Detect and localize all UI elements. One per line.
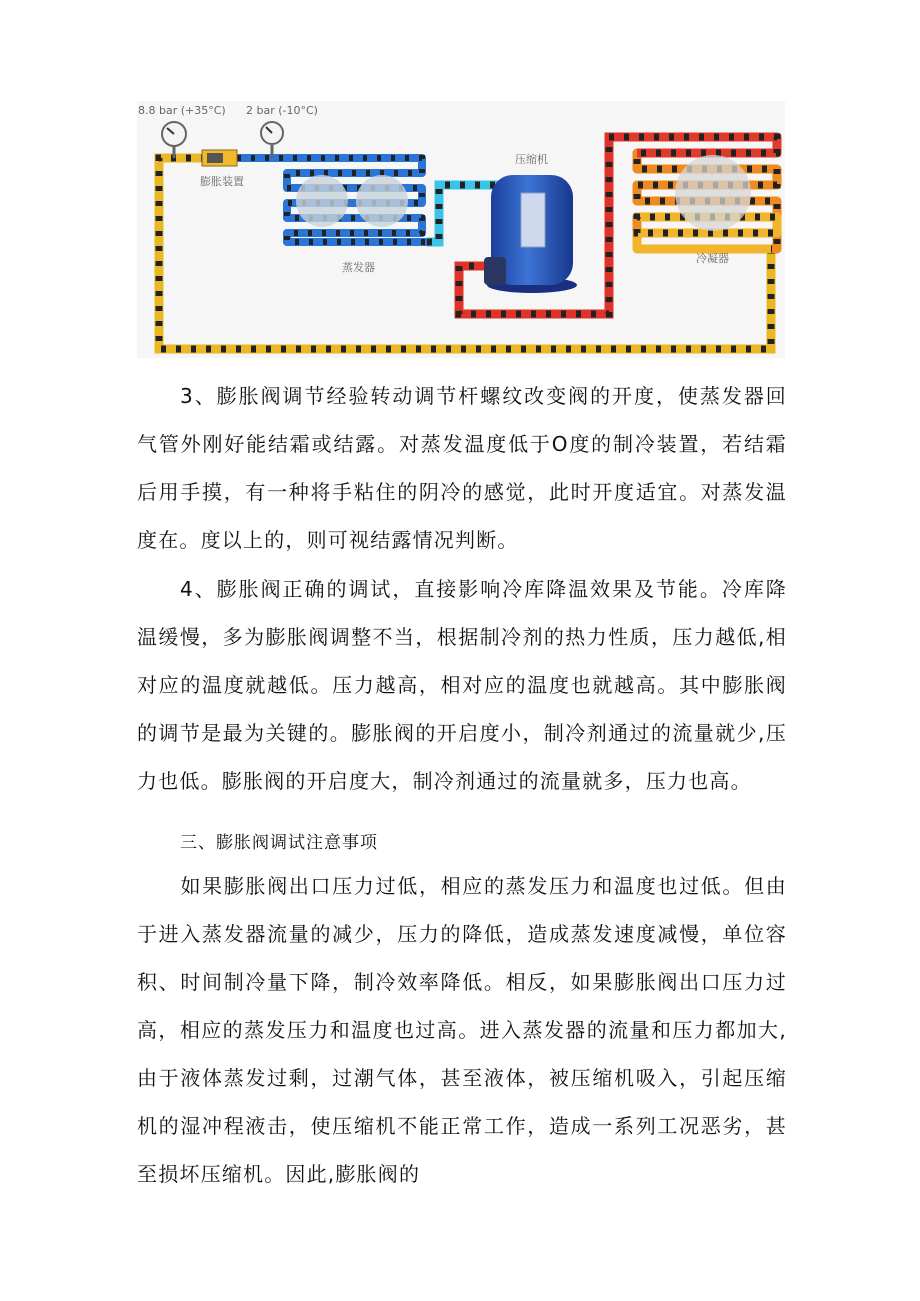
condenser-fan [675, 155, 751, 231]
paragraph-4 [137, 565, 787, 805]
section-heading: 三、膨胀阀调试注意事项 [180, 833, 378, 853]
evaporator-fan-right [356, 175, 408, 227]
low-gauge-label: 2 bar (-10°C) [246, 104, 318, 117]
expansion-device-label: 膨胀装置 [200, 175, 244, 188]
condenser-coil [624, 137, 777, 249]
paragraph-3 [137, 372, 787, 564]
compressor [484, 175, 577, 293]
refrigeration-cycle-diagram [137, 101, 785, 358]
evaporator-label: 蒸发器 [342, 261, 375, 274]
evaporator-coil [237, 158, 427, 242]
condenser-label: 冷凝器 [696, 252, 729, 265]
paragraph-3-text: 3、膨胀阀调节经验转动调节杆螺纹改变阀的开度，使蒸发器回气管外刚好能结霜或结露。对蒸发温度低于O度的制冷装置，若结霜后用手摸，有一种将手粘住的阴冷的感觉，此时开度适宜。对蒸发温度在。度以上的，则可视结露情况判断。 [137, 384, 787, 552]
evaporator-fan-left [296, 175, 348, 227]
paragraph-5 [137, 862, 787, 1198]
low-pressure-gauge [261, 122, 283, 158]
paragraph-5-text: 如果膨胀阀出口压力过低，相应的蒸发压力和温度也过低。但由于进入蒸发器流量的减少，压力的降低，造成蒸发速度减慢，单位容积、时间制冷量下降，制冷效率降低。相反，如果膨胀阀出口压力过高，相应的蒸发压力和温度也过高。进入蒸发器的流量和压力都加大,由于液体蒸发过剩，过潮气体，甚至液体，被压缩机吸入，引起压缩机的湿冲程液击，使压缩机不能正常工作，造成一系列工况恶劣，甚至损坏压缩机。因此,膨胀阀的 [137, 874, 787, 1186]
expansion-device [202, 150, 237, 166]
compressor-label: 压缩机 [515, 153, 548, 166]
paragraph-4-text: 4、膨胀阀正确的调试，直接影响冷库降温效果及节能。冷库降温缓慢，多为膨胀阀调整不当，根据制冷剂的热力性质，压力越低,相对应的温度就越低。压力越高，相对应的温度也就越高。其中膨胀阀的调节是最为关键的。膨胀阀的开启度小，制冷剂通过的流量就少,压力也低。膨胀阀的开启度大，制冷剂通过的流量就多，压力也高。 [137, 577, 787, 793]
suction-line-pipe [427, 185, 502, 242]
high-pressure-gauge [162, 122, 186, 158]
high-gauge-label: 8.8 bar (+35°C) [138, 104, 226, 117]
